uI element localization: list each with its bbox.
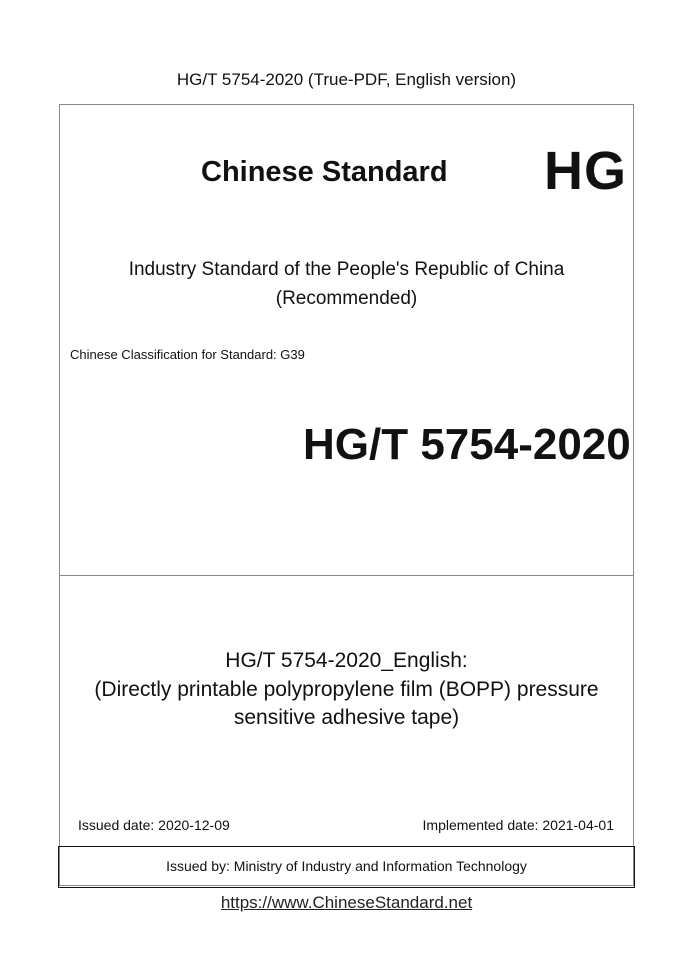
document-header: HG/T 5754-2020 (True-PDF, English version) — [176, 70, 517, 89]
issued-date: Issued date: 2020-12-09 — [78, 817, 230, 833]
title-line-3: sensitive adhesive tape) — [233, 706, 460, 729]
footer — [0, 893, 693, 913]
industry-standard-line: Industry Standard of the People's Republic of China — [128, 259, 565, 280]
classification-code: Chinese Classification for Standard: G39 — [70, 347, 305, 362]
section-divider — [60, 575, 633, 576]
website-link[interactable]: https://www.ChineseStandard.net — [220, 893, 473, 912]
title-line-2: (Directly printable polypropylene film (BOPP) pressure — [94, 678, 599, 701]
issuer-box — [58, 846, 635, 888]
standard-number: HG/T 5754-2020 — [303, 420, 631, 469]
issuer-text: Issued by: Ministry of Industry and Information Technology — [166, 858, 527, 874]
recommended-label: (Recommended) — [275, 288, 418, 309]
implemented-date: Implemented date: 2021-04-01 — [422, 817, 614, 833]
standard-category-label: Chinese Standard — [201, 156, 448, 188]
standard-category-code: HG — [544, 141, 627, 201]
title-line-1: HG/T 5754-2020_English: — [225, 649, 468, 672]
cover-frame — [59, 104, 634, 886]
